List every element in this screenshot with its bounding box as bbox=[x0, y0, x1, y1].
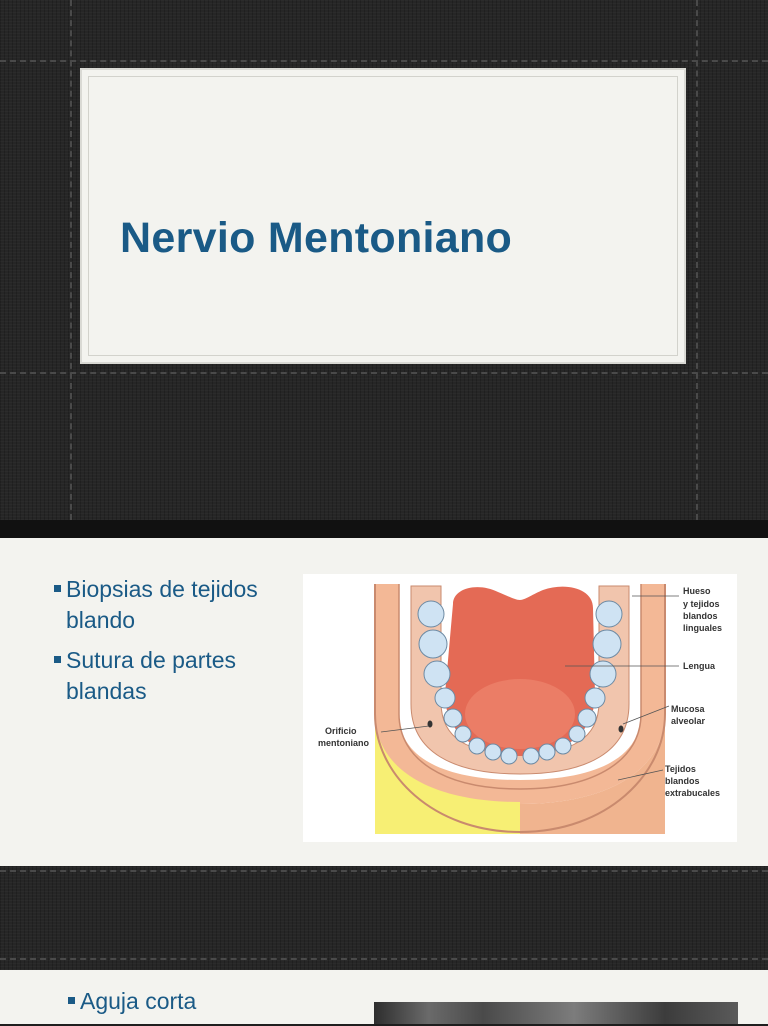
slide-3 bbox=[0, 970, 768, 1024]
photo bbox=[374, 1002, 738, 1024]
slide-3-dark bbox=[0, 866, 768, 970]
label-linguales: blandos bbox=[683, 611, 718, 621]
bullet-item: Sutura de partes blandas bbox=[52, 645, 282, 707]
bullet-list bbox=[52, 574, 282, 716]
bullet-list bbox=[66, 986, 326, 1026]
stitch-line bbox=[0, 60, 768, 62]
slide-separator bbox=[0, 520, 768, 538]
label-extrabucales: Tejidos bbox=[665, 764, 696, 774]
stitch-line bbox=[696, 0, 698, 520]
stitch-line bbox=[0, 870, 768, 872]
title-card bbox=[80, 68, 686, 364]
label-lengua: Lengua bbox=[683, 661, 716, 671]
label-linguales: y tejidos bbox=[683, 599, 720, 609]
stitch-line bbox=[0, 958, 768, 960]
label-mucosa: alveolar bbox=[671, 716, 706, 726]
bullet-item: Biopsias de tejidos blando bbox=[52, 574, 282, 636]
label-orificio: Orificio bbox=[325, 726, 357, 736]
bullet-item: Aguja corta bbox=[66, 986, 326, 1017]
slide-2 bbox=[0, 538, 768, 866]
label-extrabucales: extrabucales bbox=[665, 788, 721, 798]
label-orificio: mentoniano bbox=[318, 738, 369, 748]
stitch-line bbox=[0, 372, 768, 374]
slide-title: Nervio Mentoniano bbox=[120, 214, 513, 262]
label-mucosa: Mucosa bbox=[671, 704, 705, 714]
label-hueso: Hueso bbox=[683, 586, 711, 596]
label-linguales: linguales bbox=[683, 623, 723, 633]
stitch-line bbox=[70, 0, 72, 520]
mandible-diagram bbox=[303, 574, 737, 842]
label-extrabucales: blandos bbox=[665, 776, 700, 786]
